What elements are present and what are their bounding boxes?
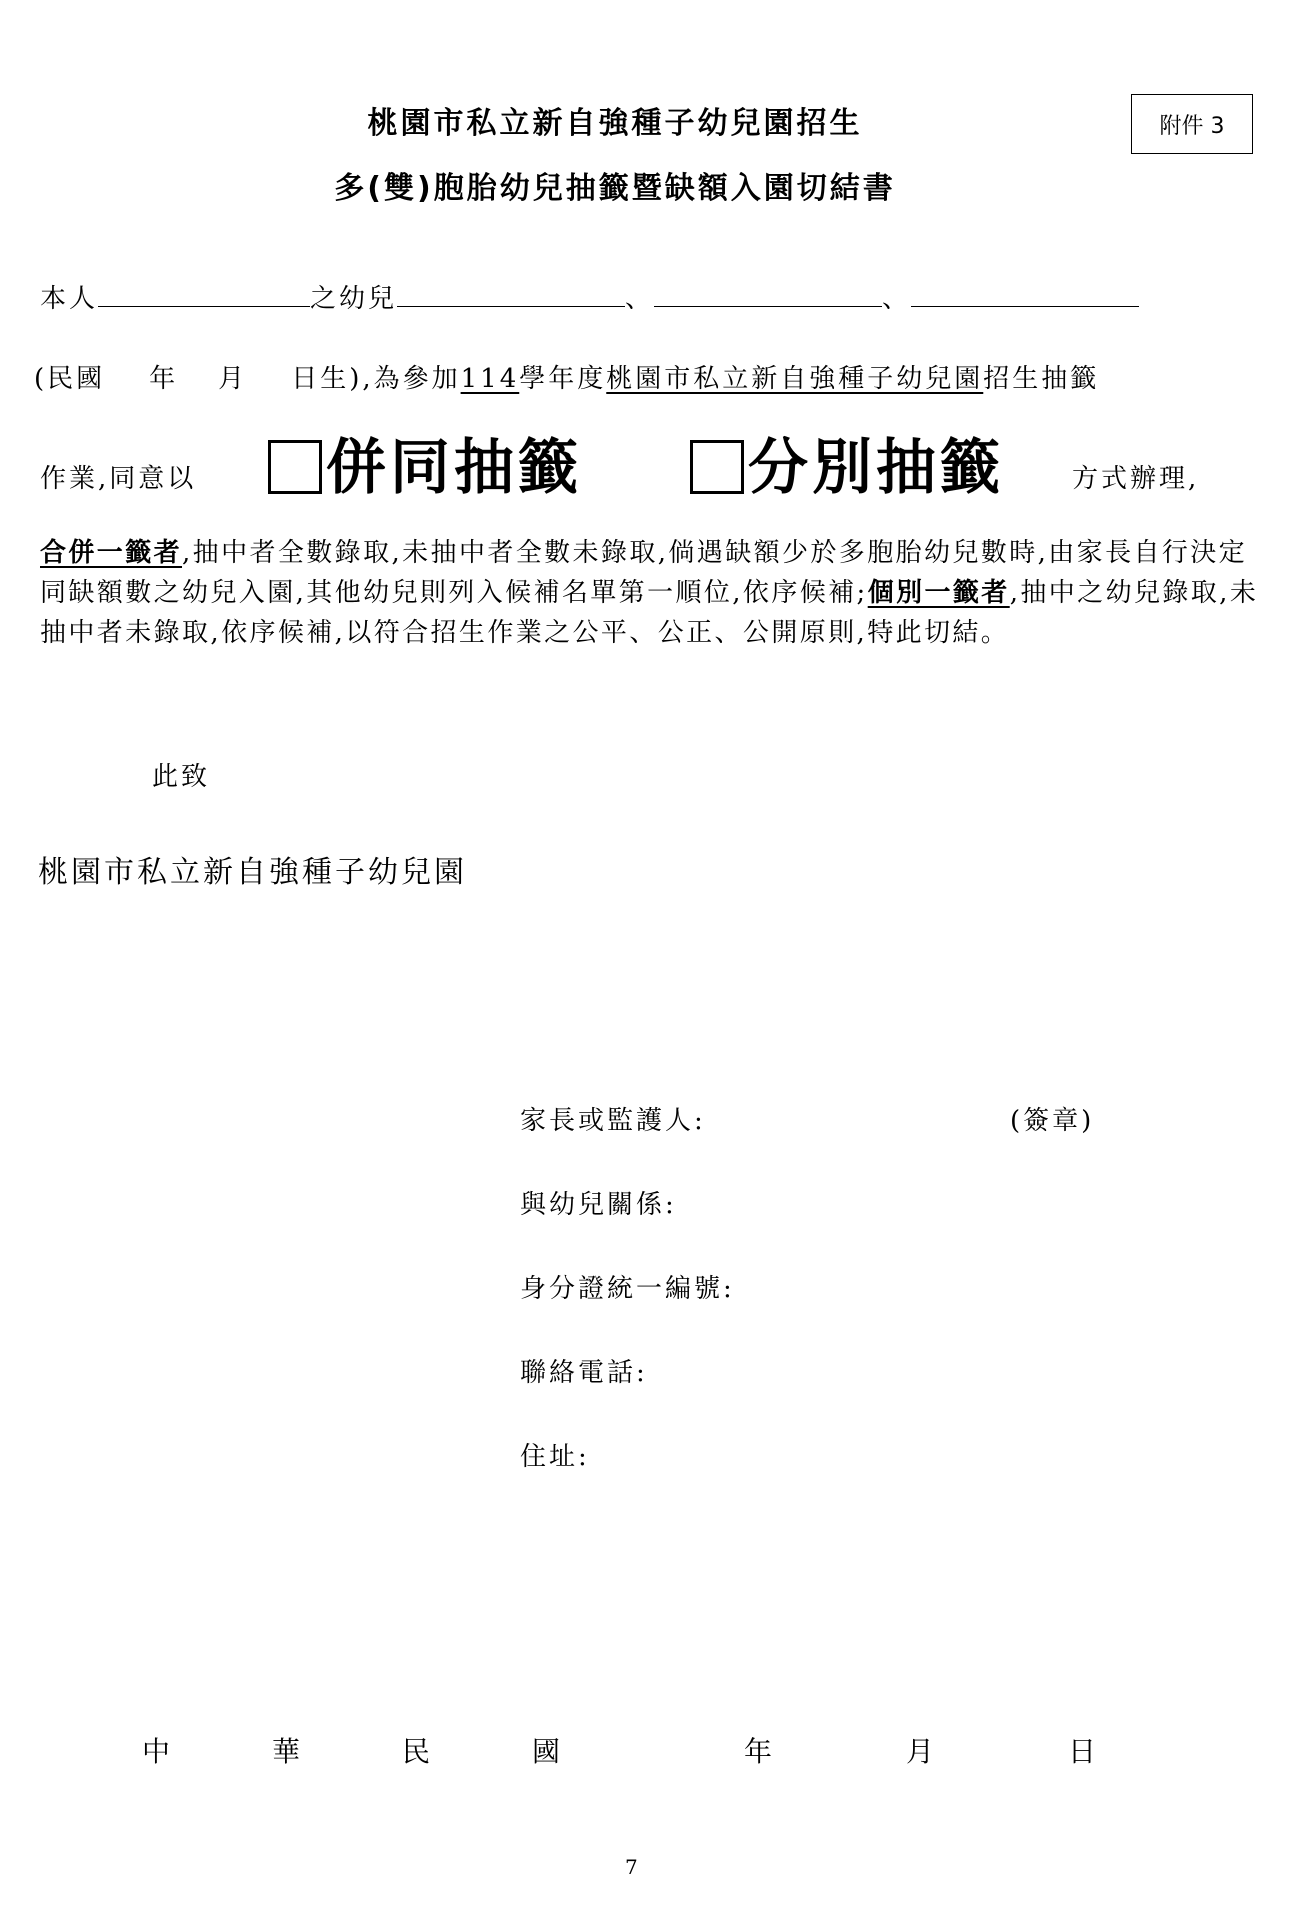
id-number-label: 身分證統一編號: bbox=[520, 1274, 735, 1304]
attachment-text: 附件 3 bbox=[1159, 113, 1225, 139]
term-combined-text: ,抽中者全數錄取,未抽中者全數未錄取,倘遇缺額少於多胞胎幼兒數時,由家長自行決定同缺額數之幼兒入園,其他幼兒則列入候補名單第一順位,依序候補; bbox=[40, 538, 1248, 608]
child-name-blank-3[interactable] bbox=[911, 278, 1139, 307]
date-month-label: 月 bbox=[906, 1735, 935, 1768]
salutation: 此致 bbox=[152, 762, 211, 792]
birth-date-line bbox=[34, 358, 1099, 395]
terms-paragraph bbox=[40, 533, 1265, 653]
date-char-zhong: 中 bbox=[142, 1735, 171, 1768]
birth-day-label: 日生),為參加 bbox=[291, 364, 461, 394]
line3-prefix: 作業,同意以 bbox=[40, 464, 197, 494]
term-separate: 個別一籤者 bbox=[867, 578, 1010, 608]
birth-month-label: 月 bbox=[218, 364, 248, 394]
checkbox-combined[interactable] bbox=[268, 440, 322, 494]
separator-1: 、 bbox=[625, 284, 655, 314]
page-number: 7 bbox=[625, 1855, 638, 1879]
option-separate[interactable] bbox=[690, 420, 1004, 506]
date-year-label: 年 bbox=[744, 1735, 773, 1768]
school-year: 114 bbox=[460, 364, 520, 394]
line3-suffix: 方式辦理, bbox=[1072, 464, 1200, 494]
kindergarten-name: 桃園市私立新自強種子幼兒園 bbox=[606, 364, 984, 394]
parent-child-line bbox=[40, 278, 1139, 315]
seal-label: (簽章) bbox=[1010, 1106, 1095, 1136]
line2-tail: 招生抽籤 bbox=[983, 364, 1100, 394]
guardian-label: 家長或監護人: bbox=[520, 1106, 706, 1136]
relation-label: 與幼兒關係: bbox=[520, 1190, 677, 1220]
date-char-min: 民 bbox=[402, 1735, 431, 1768]
date-char-hua: 華 bbox=[272, 1735, 301, 1768]
title-line-1: 桃園市私立新自強種子幼兒園招生 bbox=[367, 106, 863, 141]
parent-name-blank[interactable] bbox=[98, 278, 310, 307]
option-combined[interactable] bbox=[268, 420, 582, 506]
date-char-guo: 國 bbox=[532, 1735, 561, 1768]
term-combined: 合併一籤者 bbox=[40, 538, 183, 568]
recipient: 桃園市私立新自強種子幼兒園 bbox=[38, 855, 467, 890]
school-year-suffix: 學年度 bbox=[519, 364, 607, 394]
birth-open: (民國 bbox=[34, 364, 106, 394]
term-separate-text: ,抽中之幼兒錄取,未抽中者未錄取,依序候補,以符合招生作業之公平、公正、公開原則,特此切結。 bbox=[40, 578, 1259, 648]
address-label: 住址: bbox=[520, 1442, 590, 1472]
attachment-label bbox=[1131, 94, 1253, 154]
separator-2: 、 bbox=[882, 284, 912, 314]
birth-year-label: 年 bbox=[149, 364, 179, 394]
child-name-blank-1[interactable] bbox=[397, 278, 625, 307]
child-name-blank-2[interactable] bbox=[654, 278, 882, 307]
checkbox-separate[interactable] bbox=[690, 440, 744, 494]
phone-label: 聯絡電話: bbox=[520, 1358, 648, 1388]
option-combined-label: 併同抽籤 bbox=[326, 433, 582, 503]
title-line-2: 多(雙)胞胎幼兒抽籤暨缺額入園切結書 bbox=[334, 171, 896, 206]
child-label: 之幼兒 bbox=[310, 284, 398, 314]
option-separate-label: 分別抽籤 bbox=[748, 433, 1004, 503]
date-day-label: 日 bbox=[1068, 1735, 1097, 1768]
parent-label: 本人 bbox=[40, 284, 99, 314]
